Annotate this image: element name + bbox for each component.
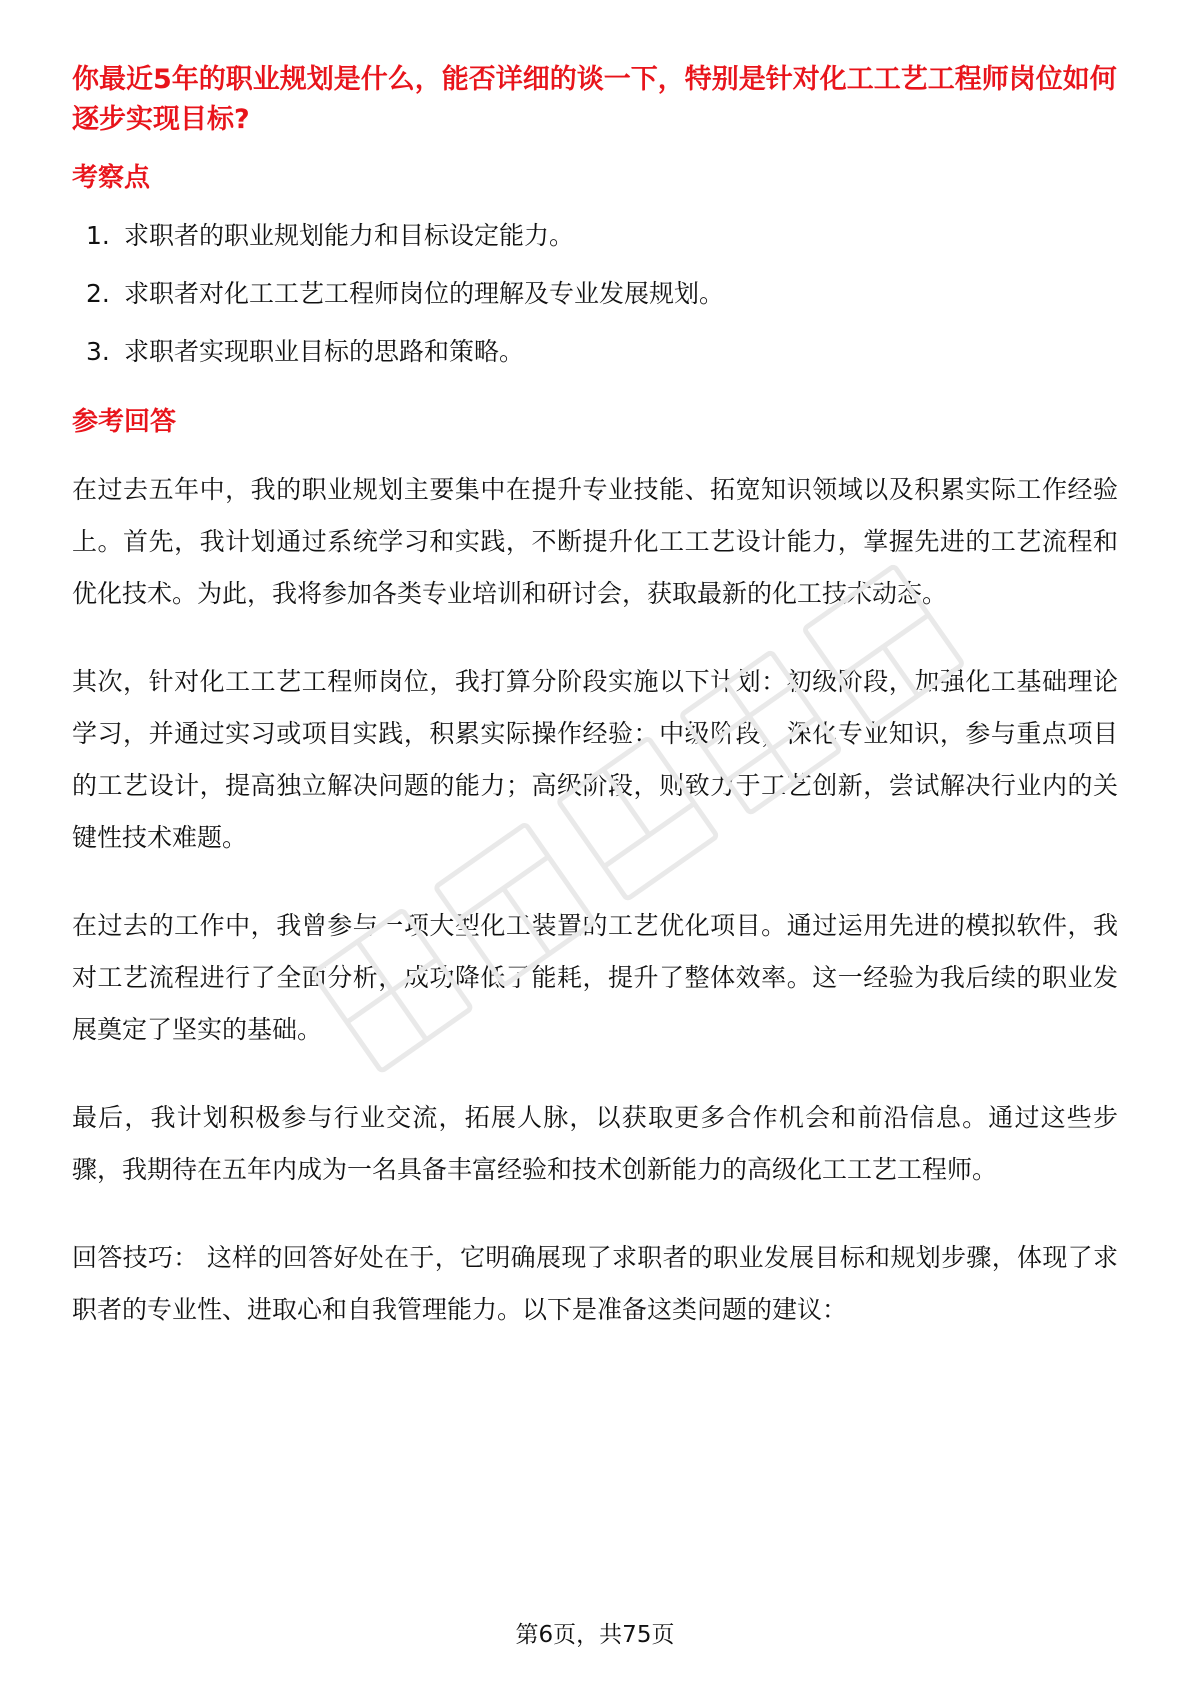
list-item (72, 276, 1118, 312)
list-item-text: 求职者的职业规划能力和目标设定能力。 (124, 221, 575, 250)
answer-paragraph-2: 其次，针对化工工艺工程师岗位，我打算分阶段实施以下计划：初级阶段，加强化工基础理论学习，并通过实习或项目实践，积累实际操作经验；中级阶段，深化专业知识，参与重点项目的工艺设计，提高独立解决问题的能力；高级阶段，则致力于工艺创新，尝试解决行业内的关键性技术难题。 (72, 667, 1118, 852)
page-footer: 第6页，共75页 (515, 1622, 675, 1648)
answer-paragraph-3: 在过去的工作中，我曾参与一项大型化工装置的工艺优化项目。通过运用先进的模拟软件，我对工艺流程进行了全面分析，成功降低了能耗，提升了整体效率。这一经验为我后续的职业发展奠定了坚实的基础。 (72, 911, 1118, 1044)
list-item-number: 1. (86, 221, 110, 250)
section-heading-cankao: 参考回答 (72, 407, 177, 437)
answer-tips-paragraph: 回答技巧： 这样的回答好处在于，它明确展现了求职者的职业发展目标和规划步骤，体现了求职者的专业性、进取心和自我管理能力。以下是准备这类问题的建议： (72, 1243, 1118, 1324)
question-title: 你最近5年的职业规划是什么，能否详细的谈一下，特别是针对化工工艺工程师岗位如何逐步实现目标? (72, 64, 1117, 135)
list-item-number: 3. (86, 337, 110, 366)
section-heading-kaocha: 考察点 (72, 163, 151, 193)
assessment-points-list (72, 218, 1118, 370)
list-item-text: 求职者对化工工艺工程师岗位的理解及专业发展规划。 (124, 279, 725, 308)
list-item (72, 218, 1118, 254)
answer-paragraph-4: 最后，我计划积极参与行业交流，拓展人脉，以获取更多合作机会和前沿信息。通过这些步骤，我期待在五年内成为一名具备丰富经验和技术创新能力的高级化工工艺工程师。 (72, 1103, 1118, 1184)
list-item-number: 2. (86, 279, 110, 308)
answer-paragraph-1: 在过去五年中，我的职业规划主要集中在提升专业技能、拓宽知识领域以及积累实际工作经验上。首先，我计划通过系统学习和实践，不断提升化工工艺设计能力，掌握先进的工艺流程和优化技术。为此，我将参加各类专业培训和研讨会，获取最新的化工技术动态。 (72, 475, 1118, 608)
list-item-text: 求职者实现职业目标的思路和策略。 (124, 337, 525, 366)
list-item (72, 334, 1118, 370)
document-page (72, 60, 1118, 1336)
